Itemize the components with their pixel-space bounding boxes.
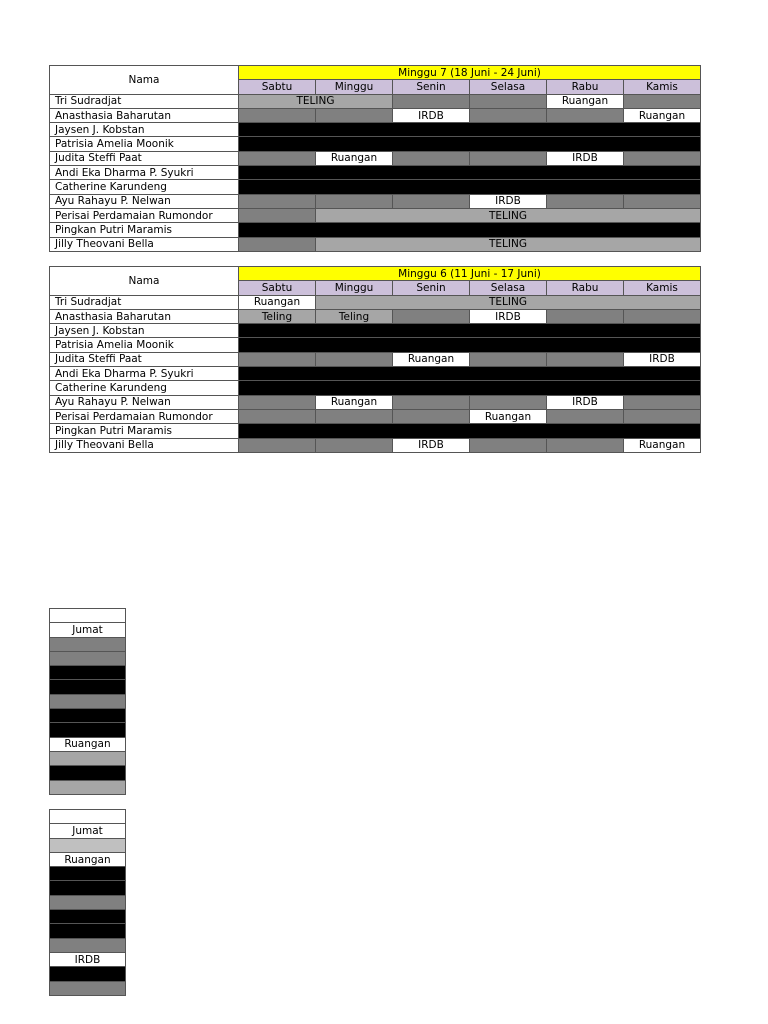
table-row	[50, 395, 701, 409]
schedule-cell	[239, 395, 316, 409]
person-name: Catherine Karundeng	[50, 180, 239, 194]
day-header: Selasa	[470, 80, 547, 94]
table-row	[50, 352, 701, 366]
table-row	[50, 123, 701, 137]
person-name: Pingkan Putri Maramis	[50, 424, 239, 438]
schedule-cell	[239, 324, 701, 338]
schedule-cell	[50, 766, 126, 780]
schedule-cell: Ruangan	[393, 352, 470, 366]
schedule-cell	[470, 438, 547, 452]
schedule-cell: Ruangan	[316, 395, 393, 409]
schedule-cell	[239, 237, 316, 251]
table-row	[50, 852, 126, 866]
schedule-cell	[50, 967, 126, 981]
strip-day-row	[50, 824, 126, 838]
person-name: Pingkan Putri Maramis	[50, 223, 239, 237]
person-name: Catherine Karundeng	[50, 381, 239, 395]
strip-day-row	[50, 623, 126, 637]
schedule-cell	[624, 94, 701, 108]
person-name: Judita Steffi Paat	[50, 352, 239, 366]
schedule-cell	[239, 180, 701, 194]
table-row	[50, 438, 701, 452]
schedule-cell	[470, 94, 547, 108]
schedule-cell: Ruangan	[547, 94, 624, 108]
table-row	[50, 295, 701, 309]
schedule-cell	[50, 751, 126, 765]
table-row	[50, 723, 126, 737]
name-column-header: Nama	[50, 267, 239, 296]
week6-friday-column	[49, 809, 126, 996]
schedule-cell	[50, 838, 126, 852]
schedule-cell	[50, 881, 126, 895]
table-row	[50, 324, 701, 338]
table-row	[50, 208, 701, 222]
schedule-cell	[624, 309, 701, 323]
schedule-cell	[239, 223, 701, 237]
schedule-cell	[547, 438, 624, 452]
table-row	[50, 367, 701, 381]
schedule-cell	[239, 151, 316, 165]
schedule-cell	[239, 438, 316, 452]
schedule-cell	[393, 94, 470, 108]
schedule-cell	[239, 338, 701, 352]
schedule-cell: IRDB	[470, 194, 547, 208]
person-name: Jilly Theovani Bella	[50, 237, 239, 251]
table-row	[50, 780, 126, 794]
week-header-row	[50, 267, 701, 281]
schedule-cell	[393, 151, 470, 165]
schedule-cell	[50, 651, 126, 665]
schedule-cell: TELING	[316, 208, 701, 222]
table-row	[50, 838, 126, 852]
schedule-cell	[624, 409, 701, 423]
schedule-cell	[239, 166, 701, 180]
schedule-cell	[624, 151, 701, 165]
schedule-cell: IRDB	[50, 952, 126, 966]
table-row	[50, 751, 126, 765]
schedule-cell	[50, 924, 126, 938]
day-header: Jumat	[50, 623, 126, 637]
week-title: Minggu 6 (11 Juni - 17 Juni)	[239, 267, 701, 281]
schedule-cell: TELING	[239, 94, 393, 108]
schedule-cell	[393, 194, 470, 208]
schedule-cell	[50, 938, 126, 952]
day-header: Selasa	[470, 281, 547, 295]
person-name: Judita Steffi Paat	[50, 151, 239, 165]
schedule-cell	[316, 409, 393, 423]
table-row	[50, 108, 701, 122]
name-column-header: Nama	[50, 66, 239, 95]
table-row	[50, 910, 126, 924]
person-name: Perisai Perdamaian Rumondor	[50, 409, 239, 423]
table-row	[50, 924, 126, 938]
table-row	[50, 151, 701, 165]
day-header: Sabtu	[239, 80, 316, 94]
table-row	[50, 737, 126, 751]
schedule-cell	[50, 723, 126, 737]
day-header: Senin	[393, 281, 470, 295]
person-name: Ayu Rahayu P. Nelwan	[50, 194, 239, 208]
schedule-cell	[239, 367, 701, 381]
schedule-cell: IRDB	[547, 151, 624, 165]
schedule-cell	[316, 194, 393, 208]
schedule-cell: Ruangan	[50, 852, 126, 866]
schedule-cell: Teling	[239, 309, 316, 323]
person-name: Ayu Rahayu P. Nelwan	[50, 395, 239, 409]
schedule-cell	[316, 352, 393, 366]
schedule-cell	[239, 424, 701, 438]
schedule-cell	[50, 895, 126, 909]
schedule-cell	[547, 309, 624, 323]
table-row	[50, 881, 126, 895]
strip-week-header	[50, 609, 126, 623]
schedule-cell: IRDB	[470, 309, 547, 323]
table-row	[50, 409, 701, 423]
person-name: Anasthasia Baharutan	[50, 309, 239, 323]
schedule-cell	[239, 123, 701, 137]
schedule-cell: Ruangan	[239, 295, 316, 309]
week7-schedule-table	[49, 65, 701, 252]
schedule-cell	[50, 709, 126, 723]
schedule-cell	[470, 352, 547, 366]
schedule-cell: IRDB	[547, 395, 624, 409]
schedule-cell	[393, 309, 470, 323]
day-header: Kamis	[624, 281, 701, 295]
day-header: Rabu	[547, 281, 624, 295]
schedule-cell	[316, 438, 393, 452]
week-title: Minggu 7 (18 Juni - 24 Juni)	[239, 66, 701, 80]
schedule-cell: IRDB	[624, 352, 701, 366]
table-row	[50, 666, 126, 680]
schedule-cell	[239, 137, 701, 151]
schedule-cell	[470, 151, 547, 165]
table-row	[50, 694, 126, 708]
strip-week-row	[50, 810, 126, 824]
person-name: Patrisia Amelia Moonik	[50, 137, 239, 151]
table-row	[50, 895, 126, 909]
table-row	[50, 637, 126, 651]
person-name: Andi Eka Dharma P. Syukri	[50, 367, 239, 381]
schedule-cell	[239, 194, 316, 208]
schedule-cell: Ruangan	[316, 151, 393, 165]
person-name: Tri Sudradjat	[50, 94, 239, 108]
day-header: Minggu	[316, 80, 393, 94]
table-row	[50, 381, 701, 395]
person-name: Andi Eka Dharma P. Syukri	[50, 166, 239, 180]
schedule-cell	[547, 352, 624, 366]
table-row	[50, 94, 701, 108]
table-row	[50, 137, 701, 151]
schedule-cell	[239, 208, 316, 222]
schedule-cell	[547, 108, 624, 122]
table-row	[50, 194, 701, 208]
schedule-cell	[393, 409, 470, 423]
day-header: Senin	[393, 80, 470, 94]
schedule-cell: IRDB	[393, 108, 470, 122]
schedule-cell: Ruangan	[624, 108, 701, 122]
person-name: Perisai Perdamaian Rumondor	[50, 208, 239, 222]
schedule-cell	[547, 409, 624, 423]
schedule-cell	[239, 108, 316, 122]
schedule-cell	[50, 910, 126, 924]
table-row	[50, 680, 126, 694]
day-header: Kamis	[624, 80, 701, 94]
person-name: Jaysen J. Kobstan	[50, 123, 239, 137]
schedule-cell	[50, 694, 126, 708]
table-row	[50, 180, 701, 194]
schedule-cell	[624, 194, 701, 208]
person-name: Jilly Theovani Bella	[50, 438, 239, 452]
day-header: Jumat	[50, 824, 126, 838]
schedule-cell: Ruangan	[624, 438, 701, 452]
schedule-cell	[470, 108, 547, 122]
table-row	[50, 766, 126, 780]
table-row	[50, 981, 126, 995]
week-header-row	[50, 66, 701, 80]
table-row	[50, 867, 126, 881]
day-header: Sabtu	[239, 281, 316, 295]
schedule-cell: IRDB	[393, 438, 470, 452]
schedule-cell: Ruangan	[50, 737, 126, 751]
day-header: Minggu	[316, 281, 393, 295]
table-row	[50, 166, 701, 180]
schedule-cell: TELING	[316, 295, 701, 309]
table-row	[50, 967, 126, 981]
week6-schedule-table	[49, 266, 701, 453]
table-row	[50, 938, 126, 952]
strip-week-row	[50, 609, 126, 623]
table-row	[50, 424, 701, 438]
schedule-cell	[316, 108, 393, 122]
person-name: Patrisia Amelia Moonik	[50, 338, 239, 352]
day-header: Rabu	[547, 80, 624, 94]
schedule-cell	[547, 194, 624, 208]
schedule-cell	[50, 867, 126, 881]
schedule-cell: TELING	[316, 237, 701, 251]
table-row	[50, 338, 701, 352]
schedule-cell	[624, 395, 701, 409]
schedule-cell	[50, 780, 126, 794]
schedule-cell	[239, 409, 316, 423]
table-row	[50, 223, 701, 237]
schedule-cell: Ruangan	[470, 409, 547, 423]
schedule-cell	[50, 680, 126, 694]
strip-week-header	[50, 810, 126, 824]
table-row	[50, 952, 126, 966]
schedule-cell: Teling	[316, 309, 393, 323]
table-row	[50, 709, 126, 723]
schedule-cell	[393, 395, 470, 409]
schedule-cell	[239, 352, 316, 366]
table-row	[50, 309, 701, 323]
table-row	[50, 237, 701, 251]
schedule-cell	[50, 637, 126, 651]
schedule-cell	[470, 395, 547, 409]
schedule-cell	[50, 981, 126, 995]
person-name: Anasthasia Baharutan	[50, 108, 239, 122]
schedule-cell	[50, 666, 126, 680]
person-name: Tri Sudradjat	[50, 295, 239, 309]
schedule-cell	[239, 381, 701, 395]
table-row	[50, 651, 126, 665]
week7-friday-column	[49, 608, 126, 795]
person-name: Jaysen J. Kobstan	[50, 324, 239, 338]
